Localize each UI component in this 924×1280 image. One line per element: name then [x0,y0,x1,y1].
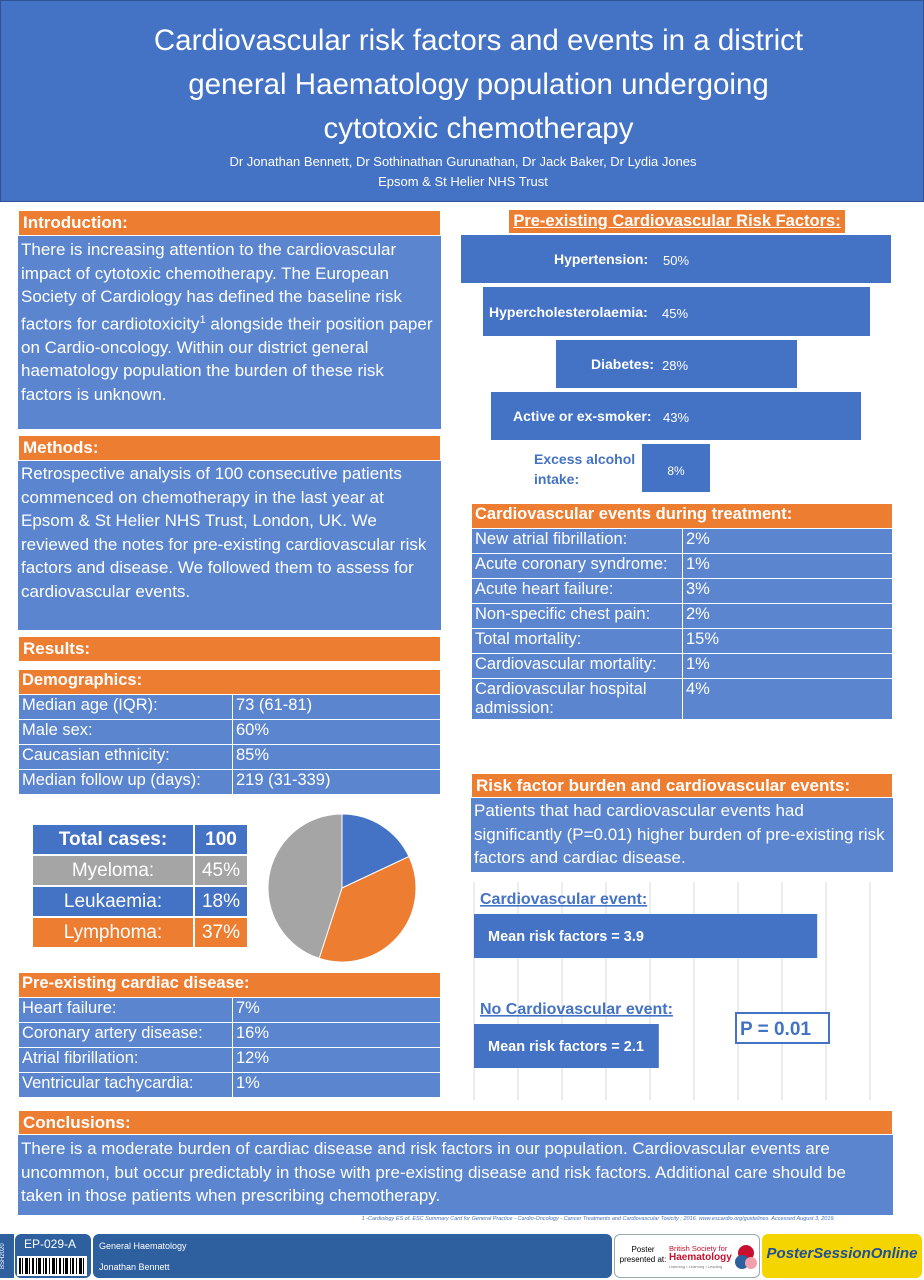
row-label: Coronary artery disease: [19,1023,233,1048]
row-label: Cardiovascular mortality: [472,654,683,679]
methods-heading: Methods: [18,435,441,461]
bsh-line-1: British Society for [669,1244,728,1253]
presented-at-text [618,1245,668,1265]
row-value: 4% [683,679,893,720]
row-label: Median age (IQR): [19,695,233,720]
row-label: Total mortality: [472,629,683,654]
table-row [19,695,441,720]
myeloma-label: Myeloma: [32,855,194,886]
authors-block [1,152,924,192]
total-cases-value: 100 [194,824,248,855]
row-value: 1% [233,1073,441,1098]
cv-events-heading: Cardiovascular events during treatment: [472,504,893,529]
risk-factors-heading: Pre-existing Cardiovascular Risk Factors: [509,210,845,233]
risk-factor-value: 28% [662,358,689,373]
poster-id-box [15,1234,91,1278]
risk-factor-bar-hypercholesterolaemia [482,286,871,337]
side-code: BSH2020 [0,1234,14,1278]
poster-category: General Haematology [99,1241,187,1251]
row-label: Ventricular tachycardia: [19,1073,233,1098]
table-row [472,529,893,554]
risk-factor-value: 43% [663,410,690,425]
row-value: 1% [683,554,893,579]
data-label: Mean risk factors = 3.9 [488,929,644,945]
table-row [32,886,248,917]
table-row [472,654,893,679]
cardiac-disease-heading: Pre-existing cardiac disease: [19,973,441,998]
row-value: 85% [233,745,441,770]
conclusions-text: There is a moderate burden of cardiac disease and risk factors in our population. Cardiovascular events are uncommon, but occur predictably in those with pre-existing disease and risk factors. Additional care should be taken in those patients when prescribing chemotherapy. [18,1135,893,1215]
risk-factor-label: Active or ex-smoker: [513,408,652,424]
table-row [19,745,441,770]
results-heading: Results: [18,636,441,662]
row-value: 7% [233,998,441,1023]
presented-line-1: Poster [631,1245,655,1254]
row-label: Non-specific chest pain: [472,604,683,629]
introduction-text [18,236,441,429]
leukaemia-label: Leukaemia: [32,886,194,917]
leukaemia-value: 18% [194,886,248,917]
category-label: No Cardiovascular event: [480,1001,673,1018]
burden-heading: Risk factor burden and cardiovascular events: [471,773,893,798]
diagnosis-pie-chart [266,812,418,964]
presented-line-2: presented at: [619,1255,667,1264]
demographics-heading: Demographics: [19,670,441,695]
poster-info-box [93,1234,612,1278]
row-label: Cardiovascular hospital admission: [472,679,683,720]
cardiac-disease-table [18,972,441,1098]
authors: Dr Jonathan Bennett, Dr Sothinathan Gurunathan, Dr Jack Baker, Dr Lydia Jones [229,154,697,169]
row-label: Acute coronary syndrome: [472,554,683,579]
bsh-logo-box [614,1234,760,1278]
category-label: Cardiovascular event: [480,891,648,908]
risk-factor-label: Hypercholesterolaemia: [489,304,648,320]
risk-factor-label: Diabetes: [591,356,655,372]
p-value-annotation: P = 0.01 [740,1019,811,1040]
bsh-tagline: Listening • Learning • Leading [669,1264,723,1269]
row-label: Male sex: [19,720,233,745]
risk-factor-bar-alcohol [641,443,711,493]
poster-id: EP-029-A [23,1237,77,1251]
footer-bar [0,1232,924,1280]
row-value: 3% [683,579,893,604]
bsh-line-2: Haematology [669,1252,732,1263]
reference-marker: 1 [199,313,206,326]
poster-author: Jonathan Bennett [99,1262,170,1272]
institution: Epsom & St Helier NHS Trust [378,174,548,189]
barcode-icon [17,1256,87,1276]
poster-header [0,0,924,202]
table-row [472,604,893,629]
row-label: Acute heart failure: [472,579,683,604]
row-value: 73 (61-81) [233,695,441,720]
risk-factor-bar-diabetes [555,339,798,389]
cv-events-table [471,503,893,720]
title-line-1: Cardiovascular risk factors and events in a district [153,24,804,57]
risk-factor-label: Hypertension: [554,251,649,267]
row-value: 60% [233,720,441,745]
table-row [472,554,893,579]
data-label: Mean risk factors = 2.1 [488,1039,644,1055]
total-cases-label: Total cases: [32,824,194,855]
poster-title [121,19,836,151]
row-label: Median follow up (days): [19,770,233,795]
table-row [19,1073,441,1098]
reference-text: 1 -Cardiology ES of. ESC Summary Card for General Practice - Cardio-Oncology - Cancer Treatments and Cardiovascular Toxicity ; 2016. www.escardio.org/guidelines. Accessed August 3, 2019. [361,1216,835,1222]
title-line-2: general Haematology population undergoing [188,68,769,101]
introduction-heading: Introduction: [18,210,441,236]
row-value: 15% [683,629,893,654]
row-value: 12% [233,1048,441,1073]
table-row [472,579,893,604]
cases-table [31,823,249,949]
row-value: 2% [683,529,893,554]
lymphoma-label: Lymphoma: [32,917,194,948]
risk-factor-bar-hypertension [460,234,892,284]
table-row [32,917,248,948]
table-row [472,679,893,720]
conclusions-heading: Conclusions: [18,1110,893,1135]
table-row [19,998,441,1023]
row-label: Heart failure: [19,998,233,1023]
table-row [19,1023,441,1048]
table-row [32,855,248,886]
risk-factor-value: 8% [667,464,685,478]
risk-factor-label-alcohol: Excess alcohol intake: [534,451,636,487]
methods-text: Retrospective analysis of 100 consecutive patients commenced on chemotherapy in the last year at Epsom & St Helier NHS Trust, London, UK. We reviewed the notes for pre-existing cardiovascular risk factors and disease. We followed them to assess for cardiovascular events. [18,461,441,630]
row-value: 16% [233,1023,441,1048]
introduction-text-a: There is increasing attention to the cardiovascular impact of cytotoxic chemotherapy. The European Society of Cardiology has defined the baseline risk factors for cardiotoxicity [21,240,402,334]
introduction-text-b: alongside their position paper on Cardio-oncology. Within our district general haematology population the burden of these risk factors is unknown. [21,314,433,404]
title-line-3: cytotoxic chemotherapy [323,112,634,145]
table-row [19,1048,441,1073]
risk-factor-value: 50% [663,253,690,268]
row-value: 1% [683,654,893,679]
lymphoma-value: 37% [194,917,248,948]
row-value: 219 (31-339) [233,770,441,795]
row-label: Caucasian ethnicity: [19,745,233,770]
table-row [19,770,441,795]
pso-logo-box [762,1234,922,1278]
demographics-table [18,669,441,795]
pso-logo: PosterSessionOnline [766,1245,918,1262]
risk-burden-bar-chart [470,880,890,1102]
bsh-emblem-icon [733,1243,759,1271]
risk-factor-bar-smoker [490,391,862,441]
table-row [472,629,893,654]
bsh-logo [669,1244,732,1271]
myeloma-value: 45% [194,855,248,886]
table-row [19,720,441,745]
table-row [32,824,248,855]
row-label: Atrial fibrillation: [19,1048,233,1073]
row-value: 2% [683,604,893,629]
burden-text: Patients that had cardiovascular events had significantly (P=0.01) higher burden of pre-existing risk factors and cardiac disease. [471,798,893,872]
risk-factor-value: 45% [662,306,689,321]
row-label: New atrial fibrillation: [472,529,683,554]
